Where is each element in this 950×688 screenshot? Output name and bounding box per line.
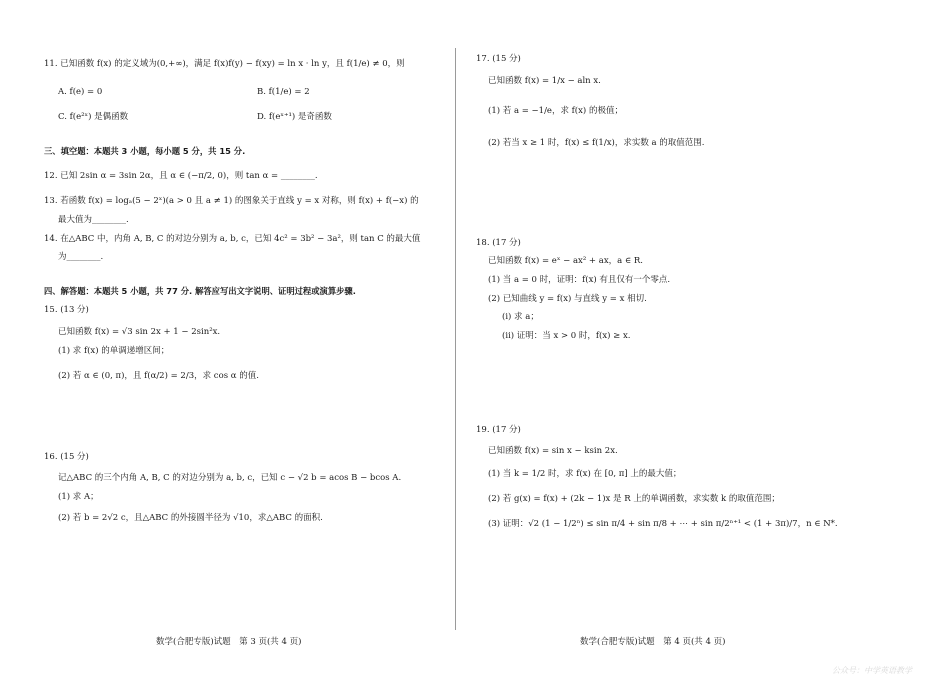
q18-part1: (1) 当 a = 0 时，证明：f(x) 有且仅有一个零点. <box>488 275 671 285</box>
q11-option-c: C. f(e²ˣ) 是偶函数 <box>58 112 129 122</box>
q13-line2: 最大值为________. <box>58 215 129 225</box>
q14-line2: 为________. <box>58 252 104 262</box>
page-divider <box>455 48 456 630</box>
q18-part2-i: (ⅰ) 求 a； <box>502 312 539 322</box>
page-footer-right: 数学(合肥专版)试题 第 4 页(共 4 页) <box>580 637 726 647</box>
watermark: 公众号：中学英语教学 <box>832 666 912 675</box>
section4-heading: 四、解答题：本题共 5 小题，共 77 分. 解答应写出文字说明、证明过程或演算步骤. <box>44 286 356 296</box>
q15-part1: (1) 求 f(x) 的单调递增区间； <box>58 346 170 356</box>
q11-option-a: A. f(e) = 0 <box>58 87 103 97</box>
q15-stem: 已知函数 f(x) = √3 sin 2x + 1 − 2sin²x. <box>58 327 221 337</box>
q12: 12. 已知 2sin α = 3sin 2α，且 α ∈ (−π/2, 0)，则 tan α = ________. <box>44 171 318 181</box>
page-footer-left: 数学(合肥专版)试题 第 3 页(共 4 页) <box>156 637 302 647</box>
q15-heading: 15. (13 分) <box>44 305 89 315</box>
q18-part2-ii: (ⅱ) 证明：当 x > 0 时，f(x) ≥ x. <box>502 331 631 341</box>
q11-stem: 11. 已知函数 f(x) 的定义域为(0,+∞)，满足 f(x)f(y) − f(xy) = ln x · ln y，且 f(1/e) ≠ 0，则 <box>44 59 405 69</box>
q17-heading: 17. (15 分) <box>476 54 521 64</box>
q18-heading: 18. (17 分) <box>476 238 521 248</box>
q11-option-b: B. f(1/e) = 2 <box>257 87 310 97</box>
q18-part2: (2) 已知曲线 y = f(x) 与直线 y = x 相切. <box>488 294 647 304</box>
right-page <box>462 0 950 688</box>
q19-heading: 19. (17 分) <box>476 425 521 435</box>
q13-line1: 13. 若函数 f(x) = logₐ(5 − 2ˣ)(a > 0 且 a ≠ 1) 的图象关于直线 y = x 对称，则 f(x) + f(−x) 的 <box>44 196 419 206</box>
q19-part3: (3) 证明：√2 (1 − 1/2ⁿ) ≤ sin π/4 + sin π/8 + ⋯ + sin π/2ⁿ⁺¹ < (1 + 3π)/7，n ∈ N*. <box>488 519 838 529</box>
q16-part1: (1) 求 A； <box>58 492 99 502</box>
q11-option-d: D. f(eˣ⁺¹) 是奇函数 <box>257 112 332 122</box>
q16-heading: 16. (15 分) <box>44 452 89 462</box>
q18-stem: 已知函数 f(x) = eˣ − ax² + ax，a ∈ R. <box>488 256 643 266</box>
q17-part2: (2) 若当 x ≥ 1 时，f(x) ≤ f(1/x)，求实数 a 的取值范围. <box>488 138 705 148</box>
q14-line1: 14. 在△ABC 中，内角 A, B, C 的对边分别为 a, b, c，已知 4c² = 3b² − 3a²，则 tan C 的最大值 <box>44 234 421 244</box>
q17-part1: (1) 若 a = −1/e，求 f(x) 的极值； <box>488 106 623 116</box>
q19-part1: (1) 当 k = 1/2 时，求 f(x) 在 [0, π] 上的最大值； <box>488 469 682 479</box>
q19-part2: (2) 若 g(x) = f(x) + (2k − 1)x 是 R 上的单调函数，求实数 k 的取值范围； <box>488 494 780 504</box>
section3-heading: 三、填空题：本题共 3 小题，每小题 5 分，共 15 分. <box>44 146 246 156</box>
q19-stem: 已知函数 f(x) = sin x − ksin 2x. <box>488 446 618 456</box>
q17-stem: 已知函数 f(x) = 1/x − aln x. <box>488 76 601 86</box>
q16-part2: (2) 若 b = 2√2 c，且△ABC 的外接圆半径为 √10，求△ABC 的面积. <box>58 513 323 523</box>
left-page <box>0 0 458 688</box>
q15-part2: (2) 若 α ∈ (0, π)，且 f(α/2) = 2/3，求 cos α 的值. <box>58 371 259 381</box>
q16-stem: 记△ABC 的三个内角 A, B, C 的对边分别为 a, b, c，已知 c − √2 b = acos B − bcos A. <box>58 473 402 483</box>
